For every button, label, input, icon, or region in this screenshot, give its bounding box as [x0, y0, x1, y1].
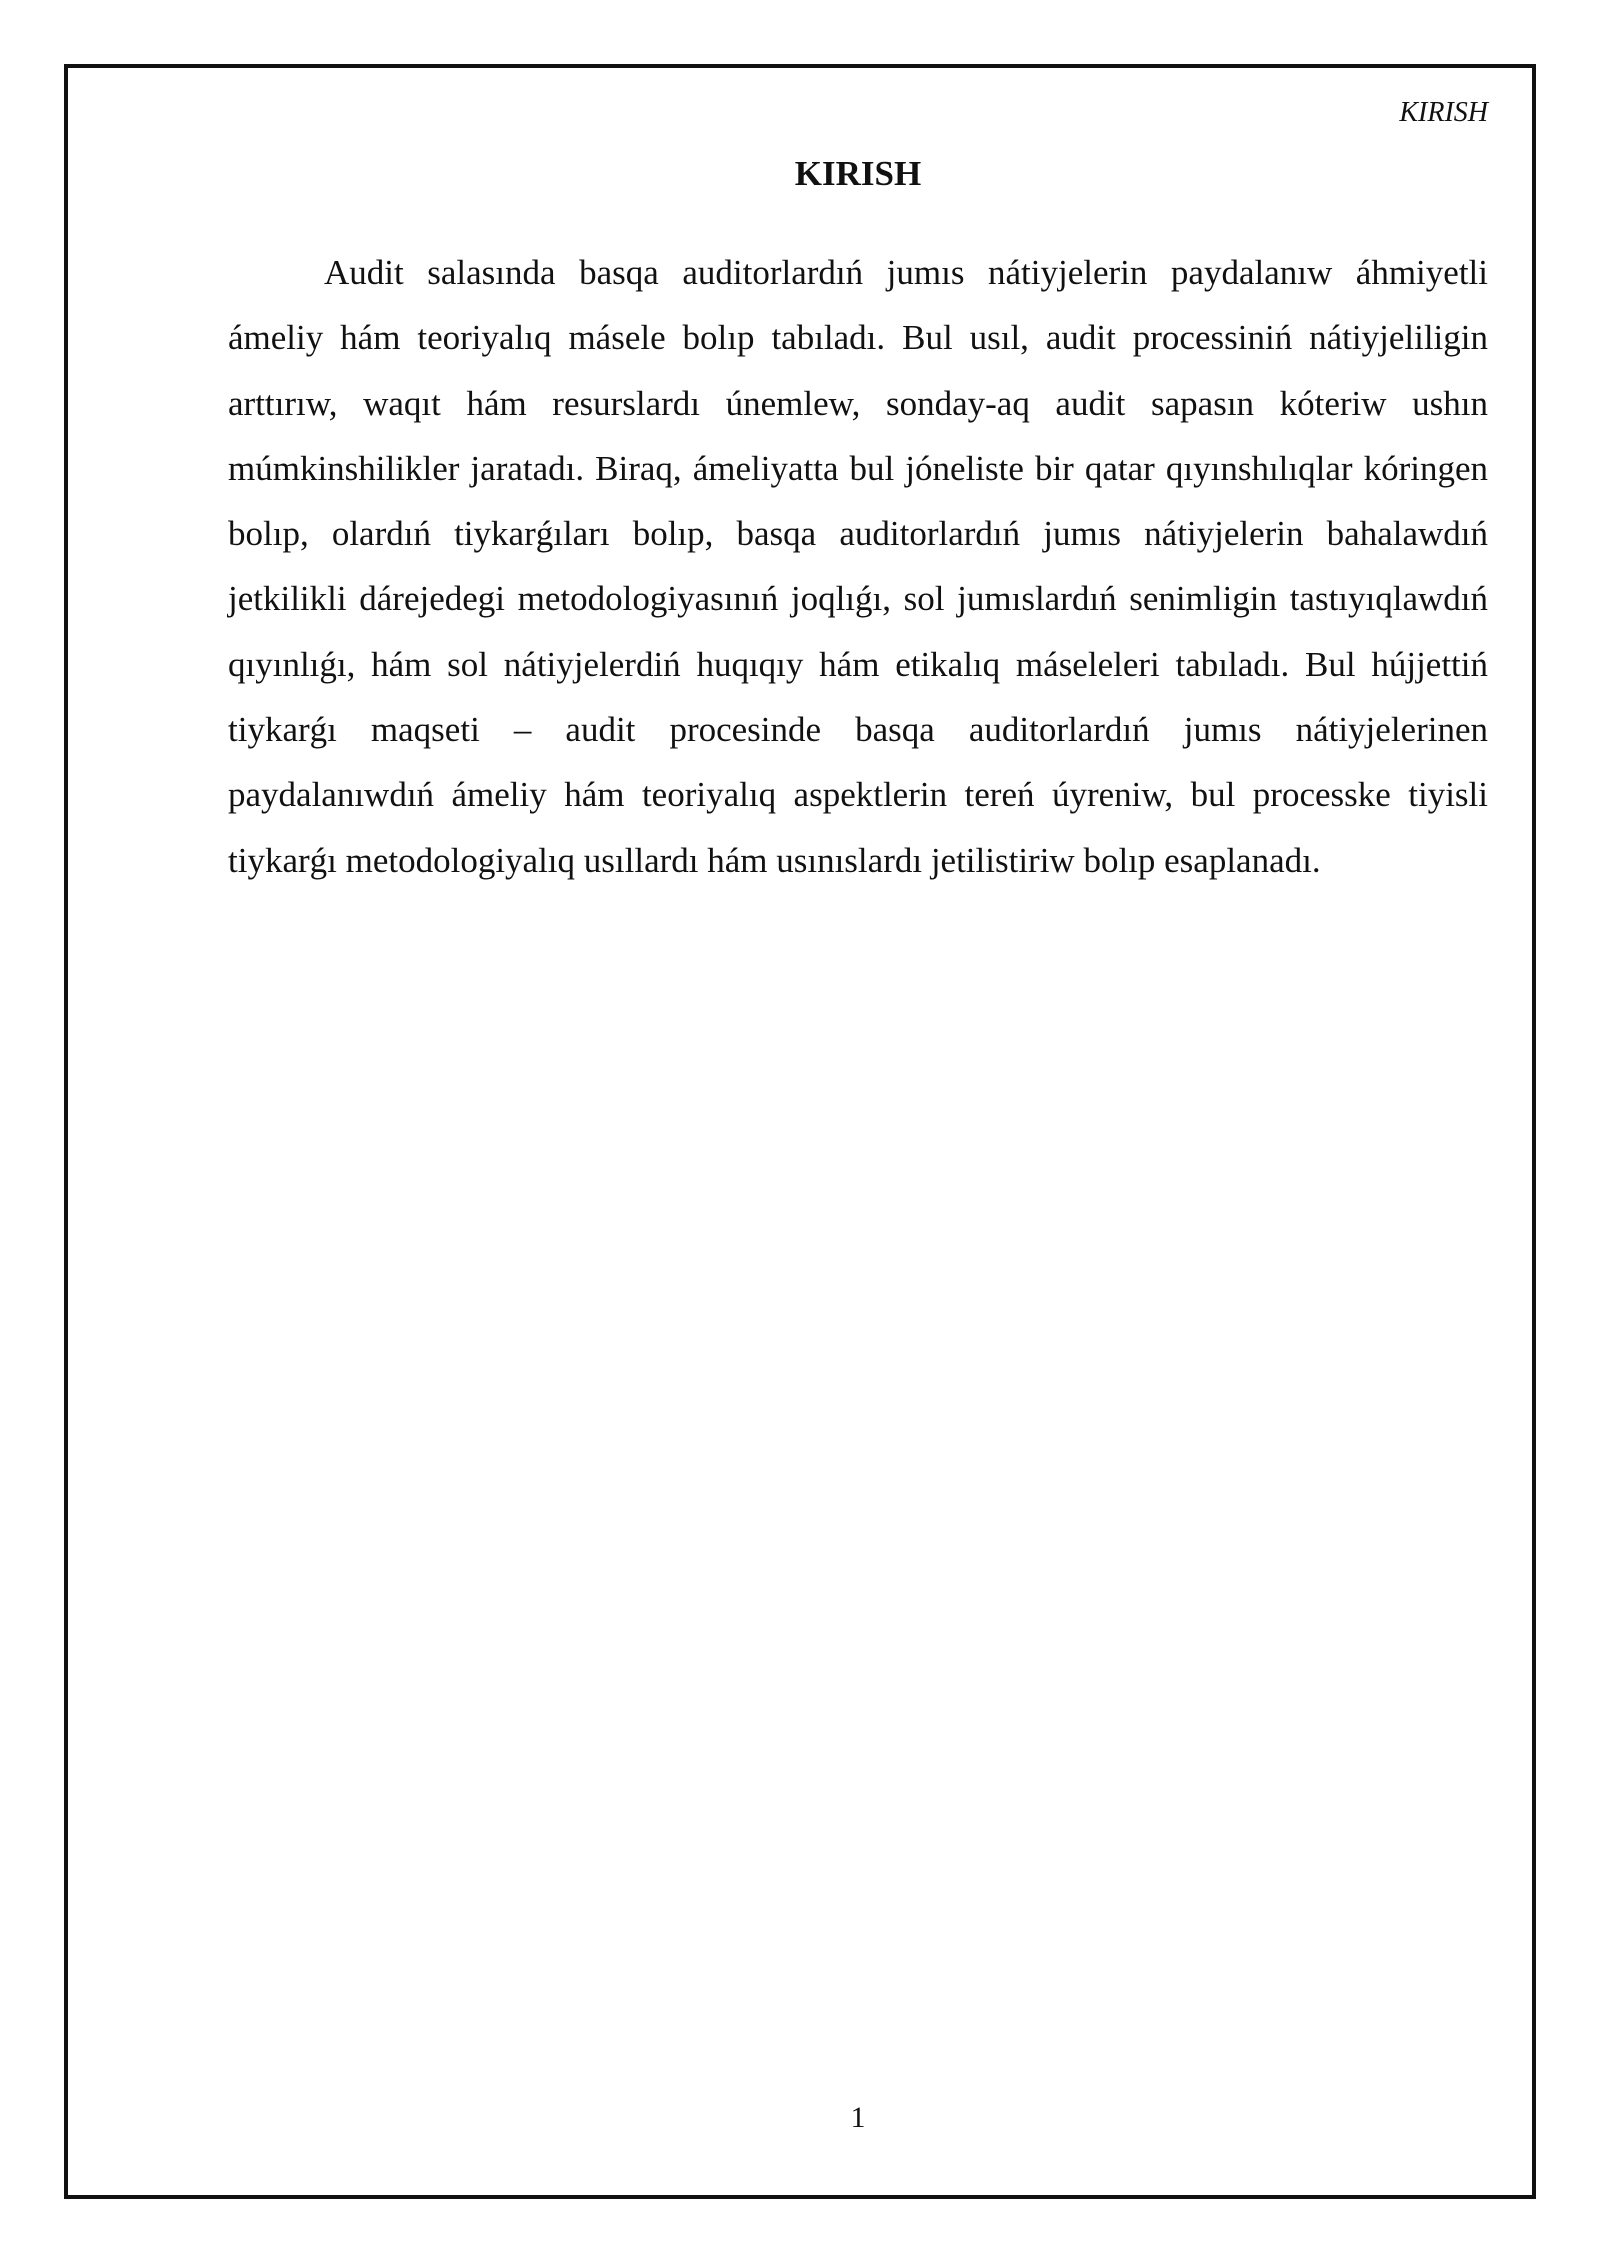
body-paragraph: Audit salasında basqa auditorlardıń jumıs nátiyjelerin paydalanıw áhmiyetli ámeliy hám teoriyalıq másele bolıp tabıladı. Bul usıl, audit processiniń nátiyjeliligin arttırıw, waqıt hám resurslardı únemlew, sonday-aq audit sapasın kóteriw ushın múmkinshilikler jaratadı. Biraq, ámeliyatta bul jóneliste bir qatar qıyınshılıqlar kóringen bolıp, olardıń tiykarǵıları bolıp, basqa auditorlardıń jumıs nátiyjelerin bahalawdıń jetkilikli dárejedegi metodologiyasınıń joqlıǵı, sol jumıslardıń senimligin tastıyıqlawdıń qıyınlıǵı, hám sol nátiyjelerdiń huqıqıy hám etikalıq máseleleri tabıladı. Bul hújjettiń tiykarǵı maqseti – audit procesinde basqa auditorlardıń jumıs nátiyjelerinen paydalanıwdıń ámeliy hám teoriyalıq aspektlerin tereń úyreniw, bul processke tiyisli tiykarǵı metodologiyalıq usıllardı hám usınıslardı jetilistiriw bolıp esaplanadı. [228, 253, 1488, 880]
running-header: KIRISH [1399, 97, 1488, 128]
document-title: KIRISH [794, 154, 922, 193]
page-number: 1 [850, 2101, 866, 2134]
